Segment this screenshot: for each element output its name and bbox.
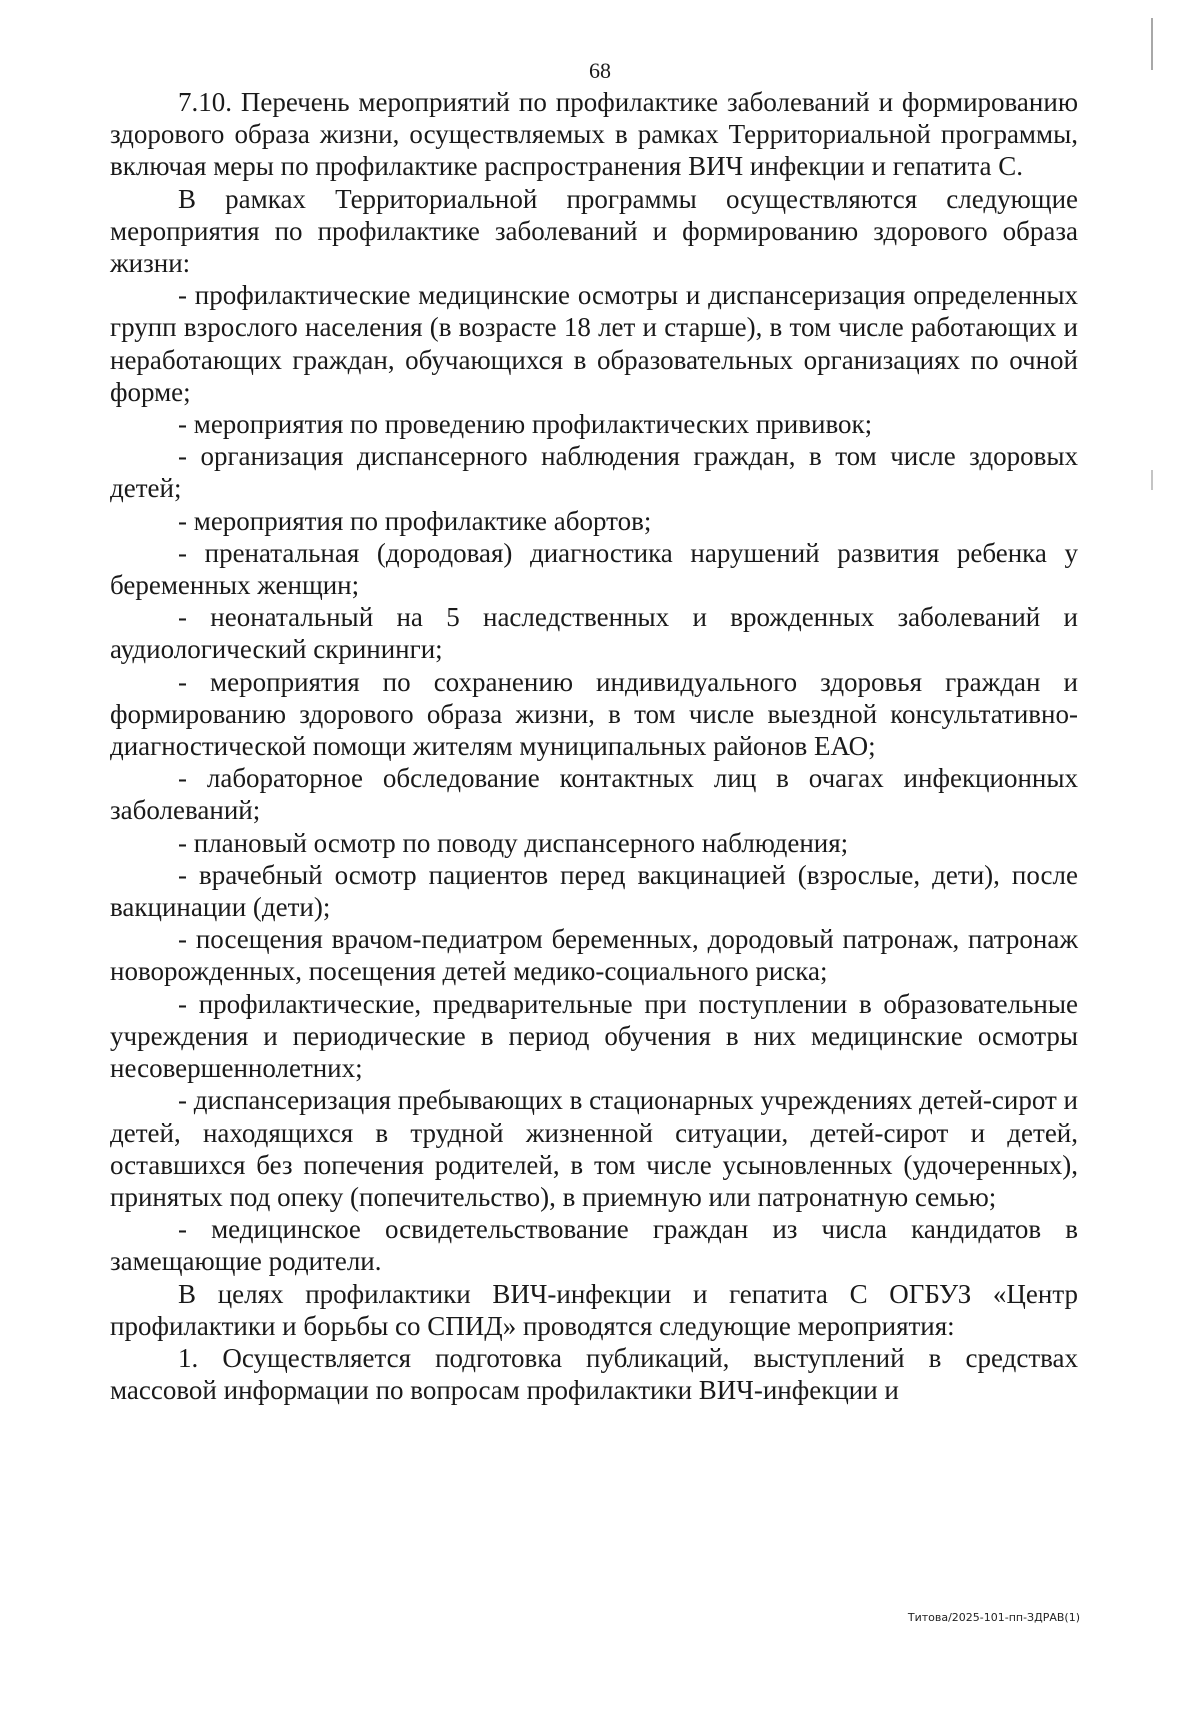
list-item: - плановый осмотр по поводу диспансерного наблюдения; (178, 827, 849, 858)
list-item: - лабораторное обследование контактных лиц в очагах инфекционных заболеваний; (110, 763, 1078, 826)
list-item: - диспансеризация пребывающих в стационарных учреждениях детей-сирот и детей, находящихся в трудной жизненной ситуации, детей-сирот и детей, оставшихся без попечения родителей, в том числе усыновленных (удочеренных), принятых под опеку (попечительство), в приемную или патронатную семью; (110, 1085, 1078, 1212)
list-item: - профилактические медицинские осмотры и диспансеризация определенных групп взрослого населения (в возрасте 18 лет и старше), в том числе работающих и неработающих граждан, обучающихся в образовательных организациях по очной форме; (110, 280, 1078, 407)
intro-paragraph: В рамках Территориальной программы осуществляются следующие мероприятия по профилактике заболеваний и формированию здорового образа жизни: (110, 183, 1078, 279)
document-code: Титова/2025-101-пп-ЗДРАВ(1) (907, 1611, 1080, 1624)
list-item: - мероприятия по сохранению индивидуального здоровья граждан и формированию здорового образа жизни, в том числе выездной консультативно-диагностической помощи жителям муниципальных районов ЕАО; (110, 666, 1078, 762)
list-item: - медицинское освидетельствование граждан из числа кандидатов в замещающие родители. (110, 1214, 1078, 1277)
list-item: - неонатальный на 5 наследственных и врожденных заболеваний и аудиологический скрининги; (110, 602, 1078, 665)
section-heading-paragraph: 7.10. Перечень мероприятий по профилактике заболеваний и формированию здорового образа жизни, осуществляемых в рамках Территориальной программы, включая меры по профилактике распространения ВИЧ инфекции и гепатита С. (110, 87, 1078, 182)
page-number: 68 (589, 58, 611, 83)
list-item: - мероприятия по профилактике абортов; (178, 505, 652, 536)
numbered-item: 1. Осуществляется подготовка публикаций, выступлений в средствах массовой информации по вопросам профилактики ВИЧ-инфекции и (110, 1342, 1078, 1406)
scan-margin-line (1151, 470, 1153, 490)
list-item: - мероприятия по проведению профилактических прививок; (178, 409, 873, 440)
list-item: - пренатальная (дородовая) диагностика нарушений развития ребенка у беременных женщин; (110, 537, 1078, 601)
list-item: - врачебный осмотр пациентов перед вакцинацией (взрослые, дети), после вакцинации (дети); (110, 859, 1078, 923)
hiv-intro-paragraph: В целях профилактики ВИЧ-инфекции и гепатита С ОГБУЗ «Центр профилактики и борьбы со СПИД» проводятся следующие мероприятия: (110, 1278, 1078, 1341)
list-item: - профилактические, предварительные при поступлении в образовательные учреждения и периодические в период обучения в них медицинские осмотры несовершеннолетних; (110, 988, 1078, 1084)
list-item: - организация диспансерного наблюдения граждан, в том числе здоровых детей; (110, 441, 1078, 504)
list-item: - посещения врачом-педиатром беременных, дородовый патронаж, патронаж новорожденных, посещения детей медико-социального риска; (110, 924, 1078, 987)
document-body (110, 86, 1078, 1406)
